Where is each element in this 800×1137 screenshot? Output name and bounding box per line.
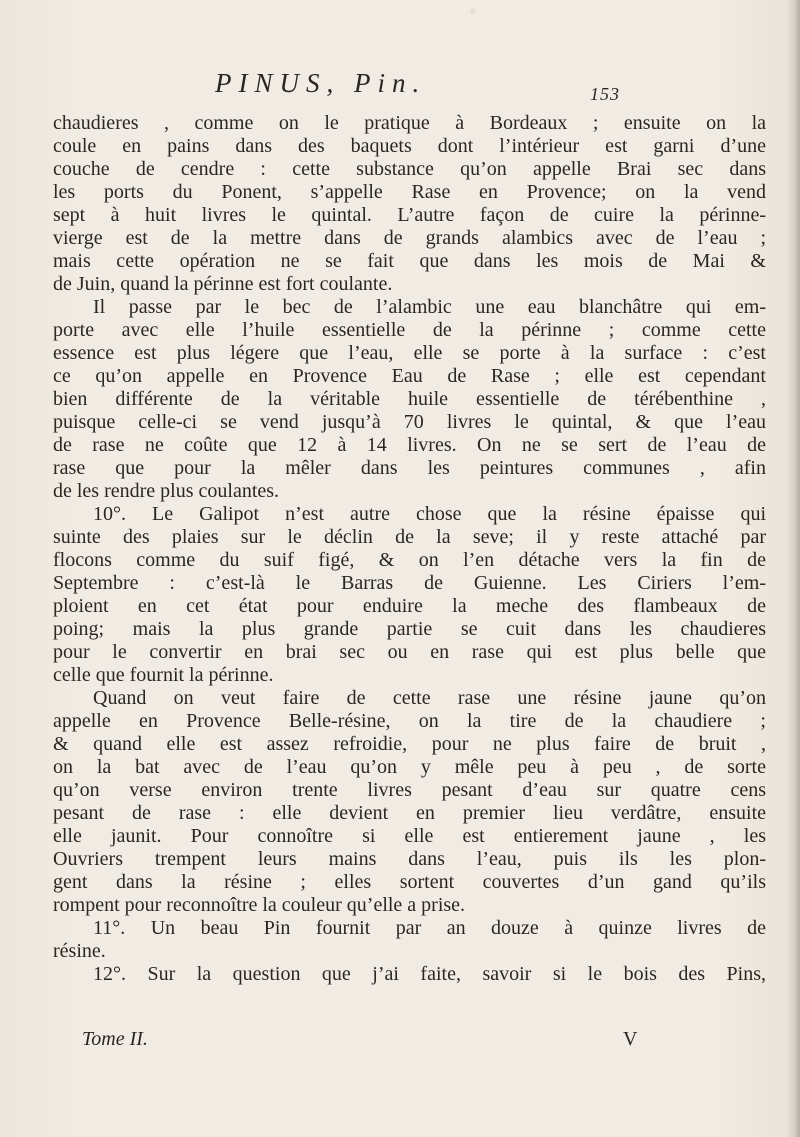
text-line: rompent pour reconnoître la couleur qu’elle a prise.: [53, 894, 466, 916]
volume-signature: Tome II.: [82, 1028, 148, 1050]
text-line: 12°. Sur la question que j’ai faite, savoir si le bois des Pins,: [93, 963, 766, 985]
text-line: on la bat avec de l’eau qu’on y mêle peu à peu , de sorte: [53, 756, 766, 778]
text-line: coule en pains dans des baquets dont l’intérieur est garni d’une: [53, 135, 766, 157]
page-number: 153: [590, 84, 620, 104]
text-line: ce qu’on appelle en Provence Eau de Rase ; elle est cependant: [53, 365, 766, 387]
text-line: puisque celle-ci se vend jusqu’à 70 livres le quintal, & que l’eau: [53, 411, 766, 433]
text-line: celle que fournit la périnne.: [53, 664, 274, 686]
text-line: couche de cendre : cette substance qu’on appelle Brai sec dans: [53, 158, 766, 180]
body-text: [53, 112, 766, 986]
text-line: pesant de rase : elle devient en premier lieu verdâtre, ensuite: [53, 802, 766, 824]
text-line: mais cette opération ne se fait que dans les mois de Mai &: [53, 250, 766, 272]
text-line: sept à huit livres le quintal. L’autre façon de cuire la périnne-: [53, 204, 766, 226]
text-line: de rase ne coûte que 12 à 14 livres. On ne se sert de l’eau de: [53, 434, 766, 456]
text-line: vierge est de la mettre dans de grands alambics avec de l’eau ;: [53, 227, 766, 249]
text-line: suinte des plaies sur le déclin de la seve; il y reste attaché par: [53, 526, 766, 548]
page-edge-shadow: [786, 0, 800, 1137]
text-line: Quand on veut faire de cette rase une résine jaune qu’on: [93, 687, 766, 709]
text-line: elle jaunit. Pour connoître si elle est entierement jaune , les: [53, 825, 766, 847]
text-line: Ouvriers trempent leurs mains dans l’eau, puis ils les plon-: [53, 848, 766, 870]
text-line: ploient en cet état pour enduire la meche des flambeaux de: [53, 595, 766, 617]
text-line: bien différente de la véritable huile essentielle de térébenthine ,: [53, 388, 766, 410]
text-line: 10°. Le Galipot n’est autre chose que la résine épaisse qui: [93, 503, 766, 525]
gathering-signature: V: [623, 1028, 638, 1050]
page-header: [215, 68, 620, 108]
text-line: qu’on verse environ trente livres pesant d’eau sur quatre cens: [53, 779, 766, 801]
text-line: & quand elle est assez refroidie, pour ne plus faire de bruit ,: [53, 733, 766, 755]
text-line: porte avec elle l’huile essentielle de la périnne ; comme cette: [53, 319, 766, 341]
text-line: poing; mais la plus grande partie se cuit dans les chaudieres: [53, 618, 766, 640]
text-line: 11°. Un beau Pin fournit par an douze à quinze livres de: [93, 917, 766, 939]
text-line: pour le convertir en brai sec ou en rase qui est plus belle que: [53, 641, 766, 663]
text-line: Il passe par le bec de l’alambic une eau blanchâtre qui em-: [93, 296, 766, 318]
text-line: gent dans la résine ; elles sortent couvertes d’un gand qu’ils: [53, 871, 766, 893]
running-title: PINUS, Pin.: [215, 68, 427, 98]
text-line: de les rendre plus coulantes.: [53, 480, 280, 502]
text-line: appelle en Provence Belle-résine, on la tire de la chaudiere ;: [53, 710, 766, 732]
paper-spot: [470, 8, 476, 14]
text-line: de Juin, quand la périnne est fort coulante.: [53, 273, 393, 295]
text-line: Septembre : c’est-là le Barras de Guienne. Les Ciriers l’em-: [53, 572, 766, 594]
text-line: essence est plus légere que l’eau, elle se porte à la surface : c’est: [53, 342, 766, 364]
page-footer: [82, 1028, 742, 1052]
text-line: les ports du Ponent, s’appelle Rase en Provence; on la vend: [53, 181, 766, 203]
text-line: rase que pour la mêler dans les peintures communes , afin: [53, 457, 766, 479]
text-line: chaudieres , comme on le pratique à Bordeaux ; ensuite on la: [53, 112, 766, 134]
text-line: résine.: [53, 940, 106, 962]
text-line: flocons comme du suif figé, & on l’en détache vers la fin de: [53, 549, 766, 571]
